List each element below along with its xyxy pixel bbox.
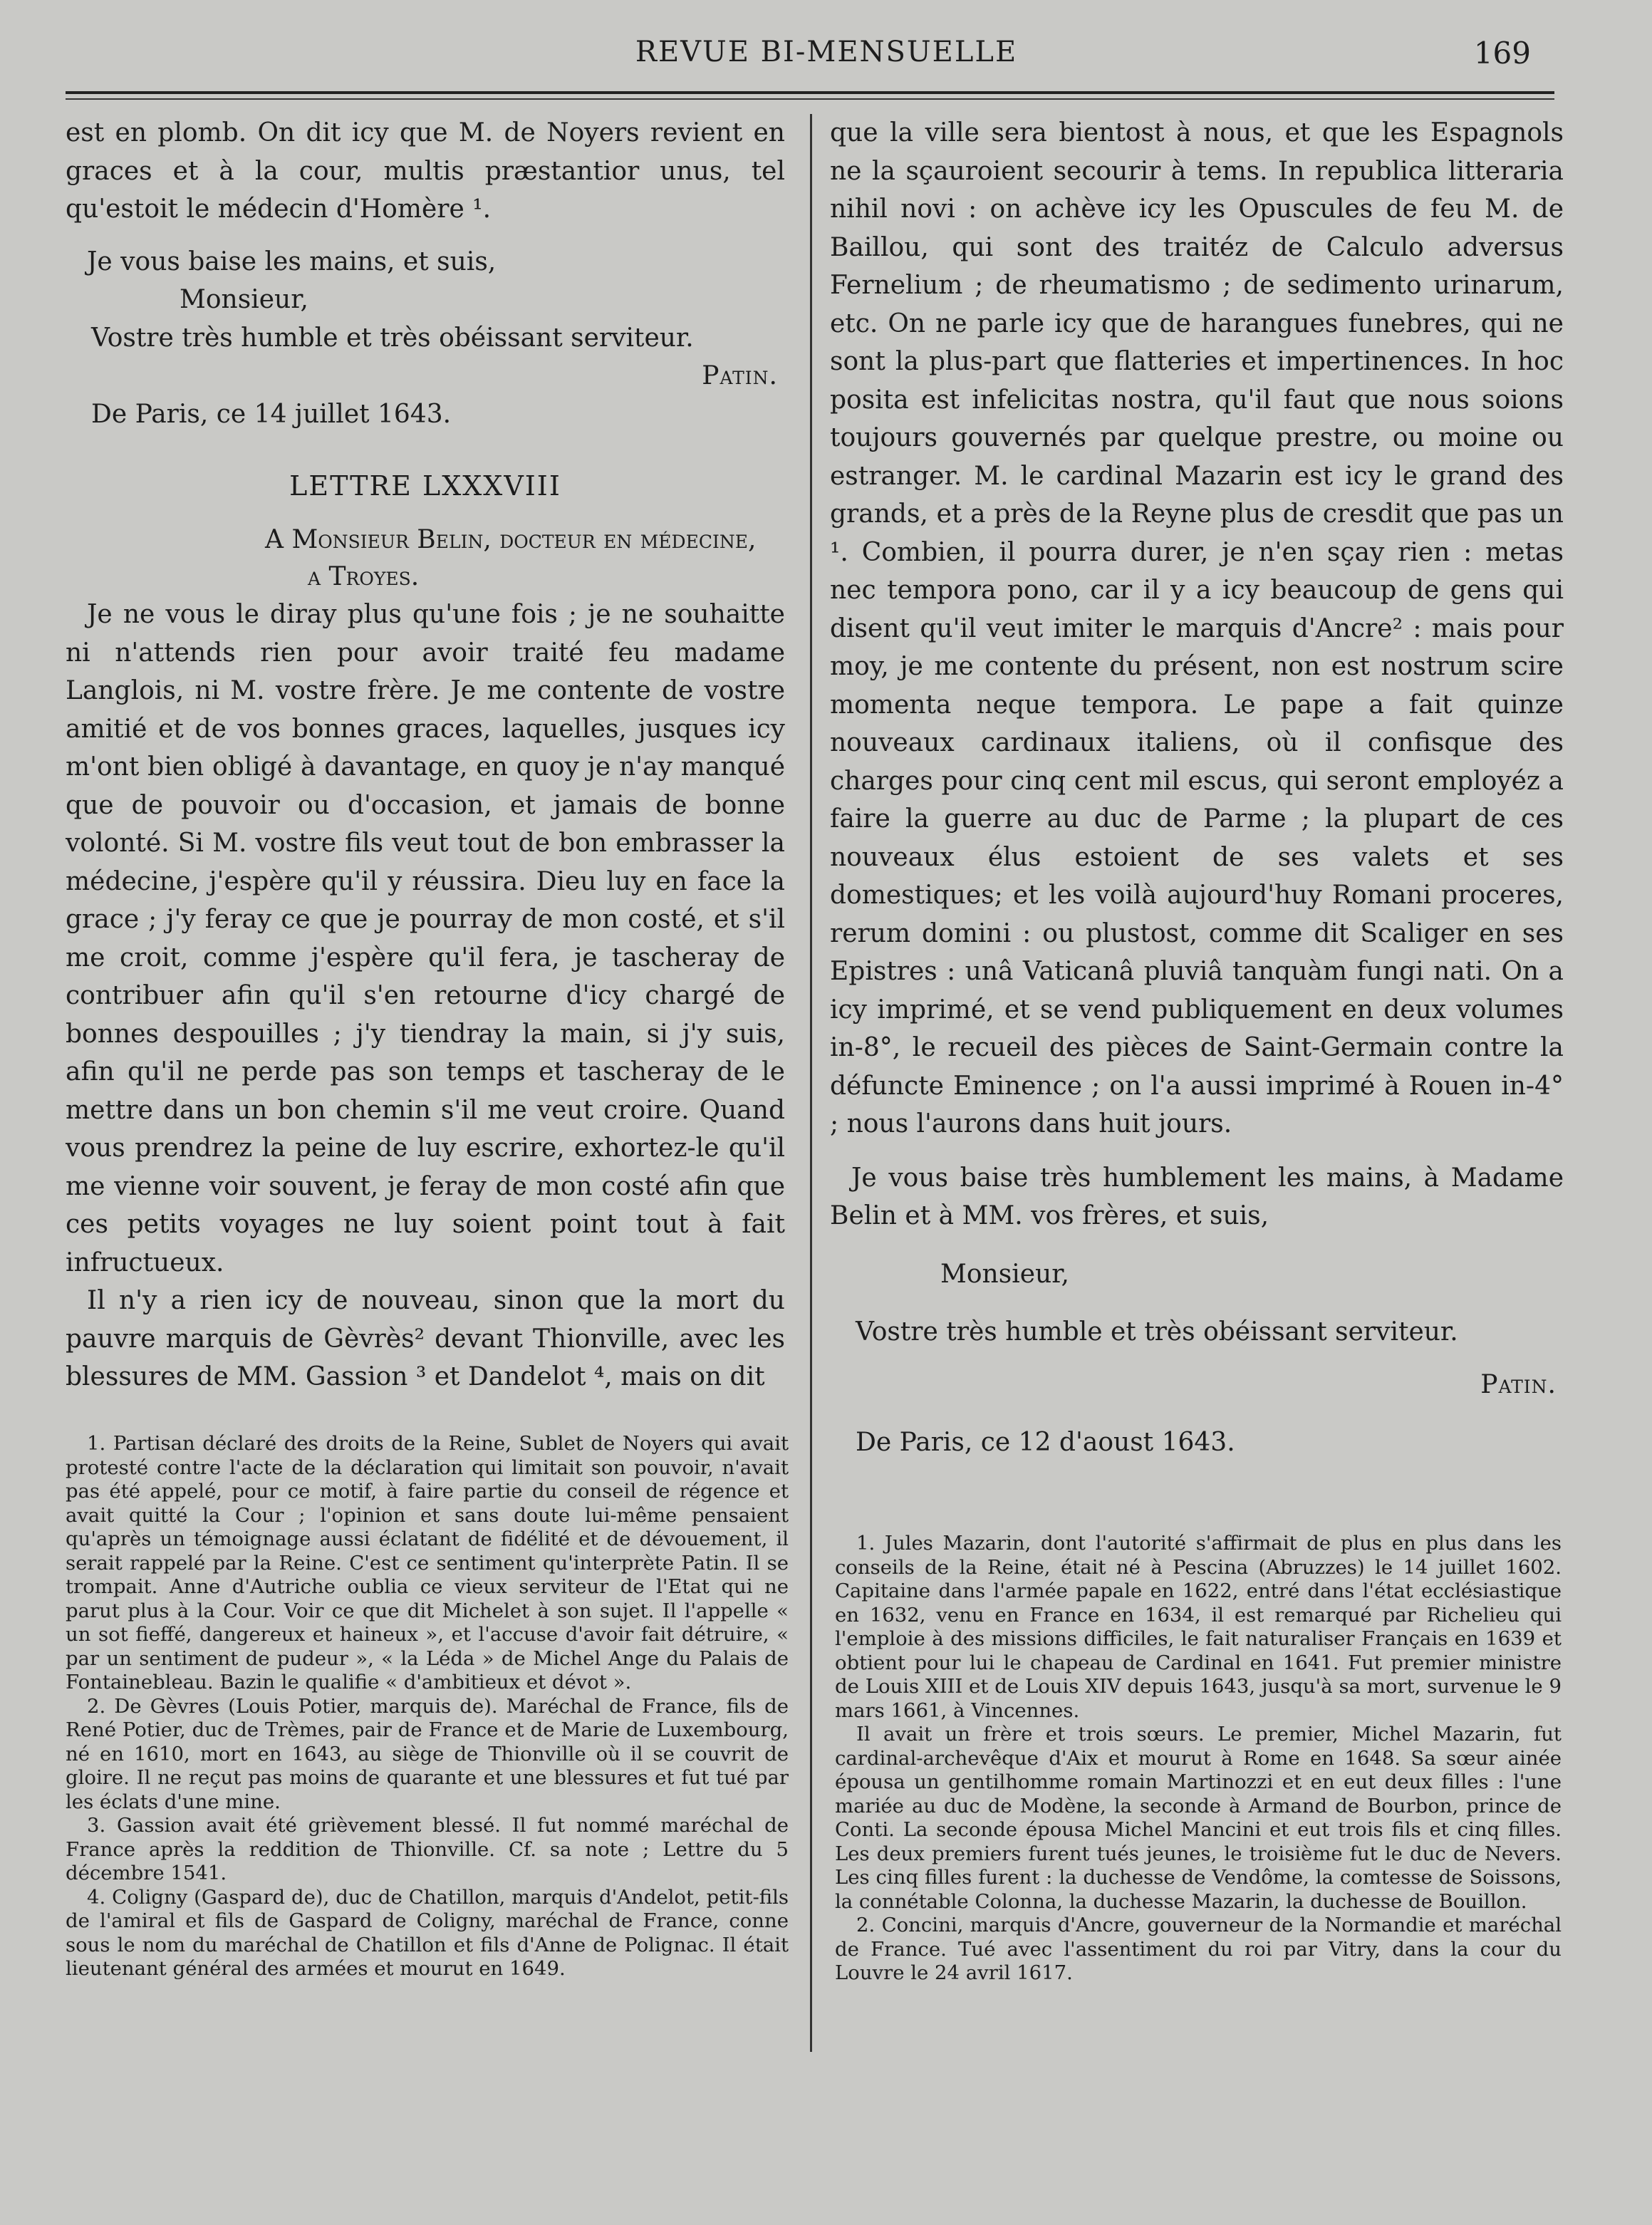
left-column bbox=[66, 114, 785, 1396]
paragraph: que la ville sera bientost à nous, et que les Espagnols ne la sçauroient secourir à tems. In republica litteraria nihil novi : on achève icy les Opuscules de feu M. de Baillou, qui sont des traitéz de Calculo adversus Fernelium ; de rheumatismo ; de sedimento urinarum, etc. On ne parle icy que de harangues funebres, qui ne sont la plus-part que flatteries et impertinences. In hoc posita est infelicitas nostra, qu'il faut que nous soions toujours gouvernés par quelque prestre, ou moine ou estranger. M. le cardinal Mazarin est icy le grand des grands, et a près de la Reyne plus de cresdit que pas un ¹. Combien, il pourra durer, je n'en sçay rien : metas nec tempora pono, car il y a icy beaucoup de gens qui disent qu'il veut imiter le marquis d'Ancre² : mais pour moy, je me contente du présent, non est nostrum scire momenta neque tempora. Le pape a fait quinze nouveaux cardinaux italiens, où il confisque des charges pour cinq cent mil escus, qui seront employéz a faire la guerre au duc de Parme ; la plupart de ces nouveaux élus estoient de ses valets et ses domestiques; et les voilà aujourd'huy Romani proceres, rerum domini : ou plustost, comme dit Scaliger en ses Epistres : unâ Vaticanâ pluviâ tanquàm fungi nati. On a icy imprimé, et se vend publiquement en deux volumes in-8°, le recueil des pièces de Saint-Germain contre la défuncte Eminence ; on l'a aussi imprimé à Rouen in-4° ; nous l'aurons dans huit jours. bbox=[830, 118, 1564, 1139]
paragraph: Je vous baise les mains, et suis, bbox=[87, 247, 497, 276]
paragraph: est en plomb. On dit icy que M. de Noyers revient en graces et à la cour, multis præstantior unus, tel qu'estoit le médecin d'Homère ¹. bbox=[66, 118, 785, 224]
signature: Patin. bbox=[702, 361, 778, 390]
addressee: A Monsieur Belin, docteur en médecine, bbox=[265, 525, 757, 554]
signature: Patin. bbox=[1480, 1369, 1557, 1399]
paragraph: Je vous baise très humblement les mains, à Madame Belin et à MM. vos frères, et suis, bbox=[830, 1163, 1564, 1230]
running-head bbox=[0, 34, 1652, 77]
addressee-city: a Troyes. bbox=[308, 562, 420, 591]
page-number: 169 bbox=[1473, 36, 1531, 71]
footnote: 2. Concini, marquis d'Ancre, gouverneur de la Normandie et maréchal de France. Tué avec l'assentiment du roi par Vitry, dans la cour du Louvre le 24 avril 1617. bbox=[835, 1914, 1562, 1984]
footnote: 4. Coligny (Gaspard de), duc de Chatillon, marquis d'Andelot, petit-fils de l'amiral et fils de Gaspard de Coligny, maréchal de France, conne sous le nom du maréchal de Chatillon et fils d'Anne de Polignac. Il était lieutenant général des armées et mourut en 1649. bbox=[66, 1885, 789, 1980]
paragraph: Je ne vous le diray plus qu'une fois ; je ne souhaitte ni n'attends rien pour avoir traité feu madame Langlois, ni M. vostre frère. Je me contente de vostre amitié et de vos bonnes graces, laquelles, jusques icy m'ont bien obligé à davantage, en quoy je n'ay manqué que de pouvoir ou d'occasion, et jamais de bonne volonté. Si M. vostre fils veut tout de bon embrasser la médecine, j'espère qu'il y réussira. Dieu luy en face la grace ; j'y feray ce que je pourray de mon costé, et s'il me croit, comme j'espère qu'il fera, je tascheray de contribuer afin qu'il s'en retourne d'icy chargé de bonnes despouilles ; j'y tiendray la main, si j'y suis, afin qu'il ne perde pas son temps et tascheray de le mettre dans un bon chemin s'il me veut croire. Quand vous prendrez la peine de luy escrire, exhortez-le qu'il me vienne voir souvent, je feray de mon costé afin que ces petits voyages ne luy soient point tout à fait infructueux. bbox=[66, 600, 785, 1277]
footnotes-right bbox=[835, 1532, 1562, 1986]
header-rule-thin bbox=[66, 98, 1554, 100]
closing-formula: Vostre très humble et très obéissant serviteur. bbox=[856, 1317, 1458, 1347]
dateline: De Paris, ce 12 d'aoust 1643. bbox=[856, 1428, 1235, 1457]
footnote: 1. Partisan déclaré des droits de la Reine, Sublet de Noyers qui avait protesté contre l'acte de la déclaration qui limitait son pouvoir, n'avait pas été appelé, pour ce motif, à faire partie du conseil de régence et avait quitté la Cour ; l'opinion et sans doute lui-même pensaient qu'après un témoignage aussi éclatant de fidélité et de dévouement, il serait rappelé par la Reine. C'est ce sentiment qu'interprète Patin. Il se trompait. Anne d'Autriche oublia ce vieux serviteur de l'Etat qui ne parut plus à la Cour. Voir ce que dit Michelet à son sujet. Il l'appelle « un sot fieffé, dangereux et haineux », et l'accuse d'avoir fait détruire, « par un sentiment de pudeur », « la Léda » de Michel Ange du Palais de Fontainebleau. Bazin le qualifie « d'ambitieux et dévot ». bbox=[66, 1432, 789, 1694]
footnote: Il avait un frère et trois sœurs. Le premier, Michel Mazarin, fut cardinal-archevêque d'Aix et mourut à Rome en 1648. Sa sœur ainée épousa un gentilhomme romain Martinozzi et en eut deux filles : l'une mariée au duc de Modène, la seconde à Armand de Bourbon, prince de Conti. La seconde épousa Michel Mancini et eut trois fils et cinq filles. Les deux premiers furent tués jeunes, le troisième fut le duc de Nevers. Les cinq filles furent : la duchesse de Vendôme, la comtesse de Soissons, la connétable Colonna, la duchesse Mazarin, la duchesse de Bouillon. bbox=[835, 1723, 1562, 1913]
footnote: 1. Jules Mazarin, dont l'autorité s'affirmait de plus en plus dans les conseils de la Reine, était né à Pescina (Abruzzes) le 14 juillet 1602. Capitaine dans l'armée papale en 1622, entré dans l'état ecclésiastique en 1632, venu en France en 1634, il est remarqué par Richelieu qui l'emploie à des missions difficiles, le fait naturaliser Français en 1639 et obtient pour lui le chapeau de Cardinal en 1641. Fut premier ministre de Louis XIII et de Louis XIV depuis 1643, jusqu'à sa mort, survenue le 9 mars 1661, à Vincennes. bbox=[835, 1532, 1562, 1722]
paragraph: Il n'y a rien icy de nouveau, sinon que la mort du pauvre marquis de Gèvrès² devant Thionville, avec les blessures de MM. Gassion ³ et Dandelot ⁴, mais on dit bbox=[66, 1286, 785, 1391]
dateline: De Paris, ce 14 juillet 1643. bbox=[91, 399, 452, 429]
right-column bbox=[830, 114, 1564, 1462]
footnote: 3. Gassion avait été grièvement blessé. Il fut nommé maréchal de France après la reddition de Thionville. Cf. sa note ; Lettre du 5 décembre 1541. bbox=[66, 1814, 789, 1884]
footnote: 2. De Gèvres (Louis Potier, marquis de). Maréchal de France, fils de René Potier, duc de Trèmes, pair de France et de Marie de Luxembourg, né en 1610, mort en 1643, au siège de Thionville où il se couvrit de gloire. Il ne reçut pas moins de quarante et une blessures et fut tué par les éclats d'une mine. bbox=[66, 1694, 789, 1813]
header-rule bbox=[66, 91, 1554, 94]
footnotes-left bbox=[66, 1432, 789, 1981]
letter-title: LETTRE LXXXVIII bbox=[289, 470, 561, 502]
closing-block bbox=[830, 1255, 1564, 1462]
closing-formula: Vostre très humble et très obéissant serviteur. bbox=[91, 323, 694, 353]
salutation: Monsieur, bbox=[940, 1259, 1069, 1289]
journal-title: REVUE BI-MENSUELLE bbox=[635, 36, 1018, 68]
salutation: Monsieur, bbox=[180, 285, 308, 314]
column-divider bbox=[810, 114, 812, 2052]
